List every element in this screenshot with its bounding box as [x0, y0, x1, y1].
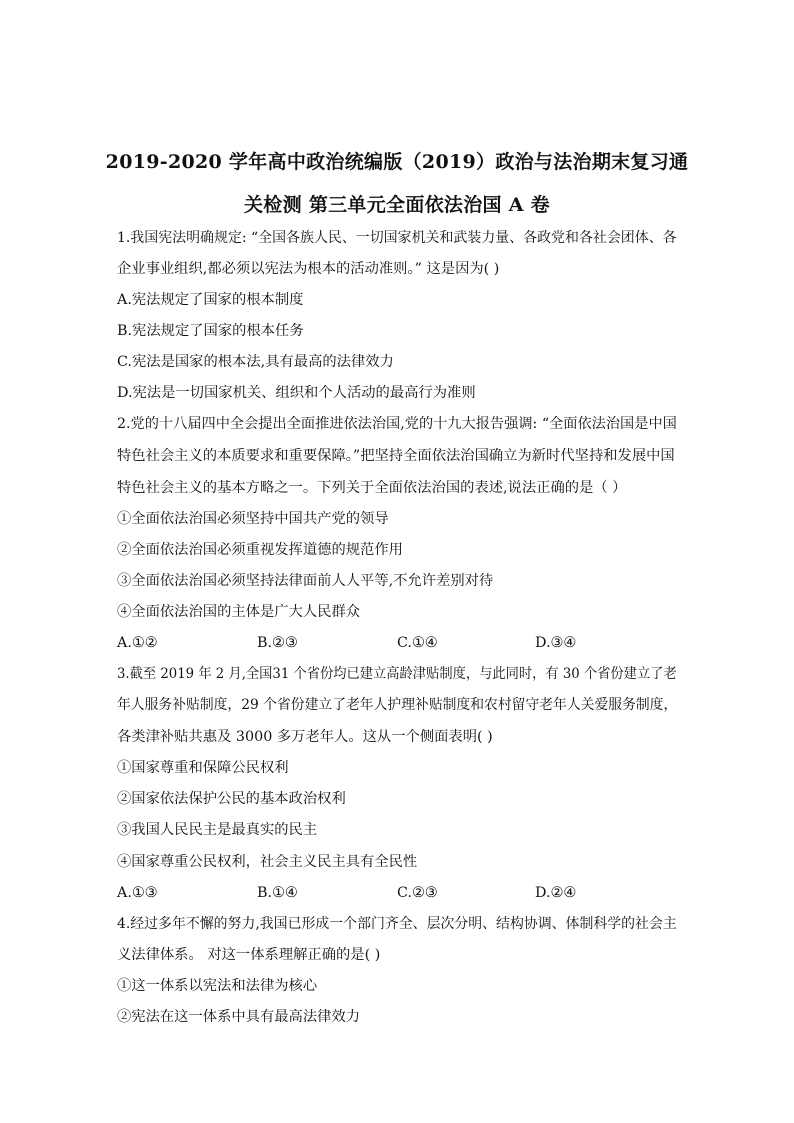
q2-statement-3: ③全面依法治国必须坚持法律面前人人平等,不允许差别对待	[117, 573, 494, 589]
q2-option-d: D.③④	[535, 635, 577, 651]
q4-statement-2: ②宪法在这一体系中具有最高法律效力	[117, 1009, 361, 1025]
q2-stem-line-1: 2.党的十八届四中全会提出全面推进依法治国,党的十九大报告强调: “全面依法治国是中国	[117, 416, 677, 432]
q2-stem-line-3: 特色社会主义的基本方略之一。下列关于全面依法治国的表述,说法正确的是（ ）	[117, 480, 627, 496]
q2-statement-2: ②全面依法治国必须重视发挥道德的规范作用	[117, 542, 403, 558]
q3-option-a: A.①③	[117, 885, 158, 901]
q2-option-c: C.①④	[397, 635, 438, 651]
q3-option-c: C.②③	[397, 885, 438, 901]
q3-option-d: D.②④	[535, 885, 577, 901]
q2-statement-4: ④全面依法治国的主体是广大人民群众	[117, 604, 361, 620]
q1-stem-line-1: 1.我国宪法明确规定: “全国各族人民、一切国家机关和武装力量、各政党和各社会团体、各	[117, 230, 677, 246]
q3-statement-1: ①国家尊重和保障公民权利	[117, 760, 289, 776]
q1-option-a: A.宪法规定了国家的根本制度	[117, 292, 304, 308]
q3-stem-line-3: 各类津补贴共惠及 3000 多万老年人。这从一个侧面表明( )	[117, 729, 493, 745]
q3-statement-2: ②国家依法保护公民的基本政治权利	[117, 791, 346, 807]
document-title-line-1: 2019-2020 学年高中政治统编版（2019）政治与法治期末复习通	[105, 151, 689, 173]
q2-statement-1: ①全面依法治国必须坚持中国共产党的领导	[117, 511, 389, 527]
q3-stem-line-2: 年人服务补贴制度，29 个省份建立了老年人护理补贴制度和农村留守老年人关爱服务制度，	[117, 697, 678, 713]
q3-stem-line-1: 3.截至 2019 年 2 月,全国31 个省份均已建立高龄津贴制度，与此同时，有 30 个省份建立了老	[117, 666, 677, 682]
q4-stem-line-1: 4.经过多年不懈的努力,我国已形成一个部门齐全、层次分明、结构协调、体制科学的社会主	[117, 916, 677, 932]
q3-statement-3: ③我国人民民主是最真实的民主	[117, 822, 318, 838]
q1-option-d: D.宪法是一切国家机关、组织和个人活动的最高行为准则	[117, 385, 476, 401]
q3-statement-4: ④国家尊重公民权利，社会主义民主具有全民性	[117, 854, 418, 870]
q2-option-a: A.①②	[117, 635, 158, 651]
q4-stem-line-2: 义法律体系。 对这一体系理解正确的是( )	[117, 947, 381, 963]
q1-option-c: C.宪法是国家的根本法,具有最高的法律效力	[117, 354, 394, 370]
q1-stem-line-2: 企业事业组织,都必须以宪法为根本的活动准则。” 这是因为( )	[117, 261, 500, 277]
q2-stem-line-2: 特色社会主义的本质要求和重要保障。”把坚持全面依法治国确立为新时代坚持和发展中国	[117, 448, 675, 464]
q2-option-b: B.②③	[257, 635, 298, 651]
q3-option-b: B.①④	[257, 885, 298, 901]
q4-statement-1: ①这一体系以宪法和法律为核心	[117, 978, 318, 994]
q1-option-b: B.宪法规定了国家的根本任务	[117, 323, 304, 339]
document-title-line-2: 关检测 第三单元全面依法治国 A 卷	[244, 194, 550, 216]
